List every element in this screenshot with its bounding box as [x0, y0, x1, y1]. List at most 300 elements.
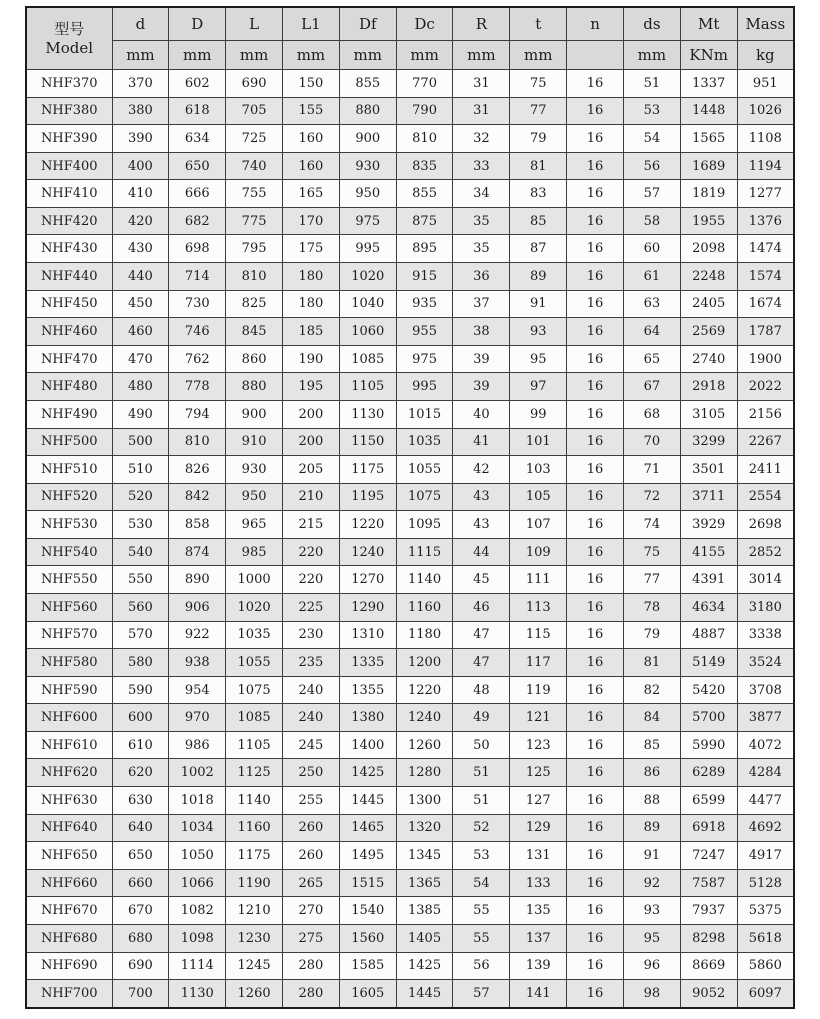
value-cell: 1000: [226, 566, 283, 594]
value-cell: 103: [510, 456, 567, 484]
value-cell: 4477: [737, 787, 794, 815]
value-cell: 92: [623, 869, 680, 897]
value-cell: 16: [567, 207, 624, 235]
value-cell: 950: [226, 483, 283, 511]
value-cell: 610: [112, 731, 169, 759]
table-row: [26, 704, 794, 732]
value-cell: 3299: [680, 428, 737, 456]
value-cell: 4692: [737, 814, 794, 842]
value-cell: 34: [453, 180, 510, 208]
value-cell: 139: [510, 952, 567, 980]
value-cell: 16: [567, 373, 624, 401]
model-cell: NHF540: [26, 538, 112, 566]
value-cell: 1018: [169, 787, 226, 815]
value-cell: 1674: [737, 290, 794, 318]
value-cell: 16: [567, 428, 624, 456]
value-cell: 115: [510, 621, 567, 649]
value-cell: 1082: [169, 897, 226, 925]
model-cell: NHF670: [26, 897, 112, 925]
value-cell: 45: [453, 566, 510, 594]
value-cell: 4155: [680, 538, 737, 566]
header-symbol-mt: Mt: [680, 7, 737, 41]
value-cell: 1026: [737, 97, 794, 125]
value-cell: 235: [283, 649, 340, 677]
value-cell: 1560: [339, 924, 396, 952]
value-cell: 165: [283, 180, 340, 208]
header-unit-d: mm: [112, 41, 169, 70]
value-cell: 7247: [680, 842, 737, 870]
value-cell: 96: [623, 952, 680, 980]
value-cell: 5420: [680, 676, 737, 704]
value-cell: 825: [226, 290, 283, 318]
value-cell: 5990: [680, 731, 737, 759]
value-cell: 540: [112, 538, 169, 566]
value-cell: 1689: [680, 152, 737, 180]
value-cell: 2569: [680, 318, 737, 346]
value-cell: 1335: [339, 649, 396, 677]
value-cell: 955: [396, 318, 453, 346]
value-cell: 1240: [396, 704, 453, 732]
value-cell: 16: [567, 180, 624, 208]
value-cell: 99: [510, 400, 567, 428]
value-cell: 1175: [339, 456, 396, 484]
table-row: [26, 235, 794, 263]
header-unit-d: mm: [169, 41, 226, 70]
header-unit-mt: KNm: [680, 41, 737, 70]
table-row: [26, 207, 794, 235]
value-cell: 1310: [339, 621, 396, 649]
value-cell: 5700: [680, 704, 737, 732]
header-unit-ds: mm: [623, 41, 680, 70]
value-cell: 1290: [339, 593, 396, 621]
value-cell: 57: [453, 980, 510, 1008]
value-cell: 1130: [169, 980, 226, 1008]
value-cell: 2852: [737, 538, 794, 566]
value-cell: 460: [112, 318, 169, 346]
header-unit-l: mm: [226, 41, 283, 70]
header-unit-l1: mm: [283, 41, 340, 70]
value-cell: 951: [737, 70, 794, 98]
value-cell: 620: [112, 759, 169, 787]
value-cell: 16: [567, 400, 624, 428]
spec-table: [25, 6, 795, 1009]
value-cell: 129: [510, 814, 567, 842]
value-cell: 91: [510, 290, 567, 318]
value-cell: 46: [453, 593, 510, 621]
value-cell: 1075: [396, 483, 453, 511]
value-cell: 1955: [680, 207, 737, 235]
value-cell: 6918: [680, 814, 737, 842]
header-symbol-l1: L1: [283, 7, 340, 41]
value-cell: 6097: [737, 980, 794, 1008]
value-cell: 1098: [169, 924, 226, 952]
value-cell: 82: [623, 676, 680, 704]
value-cell: 56: [623, 152, 680, 180]
value-cell: 2918: [680, 373, 737, 401]
value-cell: 1125: [226, 759, 283, 787]
value-cell: 1605: [339, 980, 396, 1008]
header-unit-dc: mm: [396, 41, 453, 70]
value-cell: 33: [453, 152, 510, 180]
table-row: [26, 924, 794, 952]
value-cell: 16: [567, 456, 624, 484]
value-cell: 215: [283, 511, 340, 539]
value-cell: 68: [623, 400, 680, 428]
value-cell: 63: [623, 290, 680, 318]
value-cell: 5149: [680, 649, 737, 677]
value-cell: 1574: [737, 263, 794, 291]
model-cell: NHF370: [26, 70, 112, 98]
header-symbol-l: L: [226, 7, 283, 41]
table-row: [26, 869, 794, 897]
value-cell: 858: [169, 511, 226, 539]
value-cell: 1425: [339, 759, 396, 787]
value-cell: 700: [112, 980, 169, 1008]
model-cell: NHF650: [26, 842, 112, 870]
value-cell: 2022: [737, 373, 794, 401]
value-cell: 1015: [396, 400, 453, 428]
value-cell: 480: [112, 373, 169, 401]
value-cell: 985: [226, 538, 283, 566]
value-cell: 111: [510, 566, 567, 594]
value-cell: 6599: [680, 787, 737, 815]
value-cell: 117: [510, 649, 567, 677]
value-cell: 1900: [737, 345, 794, 373]
table-row: [26, 400, 794, 428]
model-cell: NHF680: [26, 924, 112, 952]
value-cell: 3180: [737, 593, 794, 621]
value-cell: 975: [396, 345, 453, 373]
value-cell: 16: [567, 952, 624, 980]
header-symbol-d: d: [112, 7, 169, 41]
value-cell: 880: [226, 373, 283, 401]
table-row: [26, 621, 794, 649]
value-cell: 200: [283, 428, 340, 456]
value-cell: 1220: [339, 511, 396, 539]
value-cell: 845: [226, 318, 283, 346]
value-cell: 682: [169, 207, 226, 235]
model-cell: NHF690: [26, 952, 112, 980]
value-cell: 2405: [680, 290, 737, 318]
value-cell: 240: [283, 704, 340, 732]
value-cell: 3014: [737, 566, 794, 594]
value-cell: 16: [567, 787, 624, 815]
value-cell: 855: [339, 70, 396, 98]
value-cell: 16: [567, 869, 624, 897]
value-cell: 16: [567, 924, 624, 952]
value-cell: 1787: [737, 318, 794, 346]
value-cell: 400: [112, 152, 169, 180]
value-cell: 57: [623, 180, 680, 208]
value-cell: 1160: [396, 593, 453, 621]
model-cell: NHF600: [26, 704, 112, 732]
value-cell: 875: [396, 207, 453, 235]
value-cell: 1115: [396, 538, 453, 566]
value-cell: 77: [510, 97, 567, 125]
value-cell: 874: [169, 538, 226, 566]
table-row: [26, 483, 794, 511]
value-cell: 230: [283, 621, 340, 649]
value-cell: 1085: [339, 345, 396, 373]
value-cell: 1448: [680, 97, 737, 125]
value-cell: 5860: [737, 952, 794, 980]
value-cell: 2698: [737, 511, 794, 539]
value-cell: 390: [112, 125, 169, 153]
value-cell: 16: [567, 566, 624, 594]
value-cell: 54: [453, 869, 510, 897]
value-cell: 50: [453, 731, 510, 759]
value-cell: 31: [453, 70, 510, 98]
value-cell: 1140: [396, 566, 453, 594]
value-cell: 41: [453, 428, 510, 456]
value-cell: 1540: [339, 897, 396, 925]
header-symbol-t: t: [510, 7, 567, 41]
value-cell: 714: [169, 263, 226, 291]
header-symbol-ds: ds: [623, 7, 680, 41]
value-cell: 7937: [680, 897, 737, 925]
value-cell: 160: [283, 125, 340, 153]
value-cell: 220: [283, 566, 340, 594]
value-cell: 1565: [680, 125, 737, 153]
value-cell: 690: [112, 952, 169, 980]
header-model-zh: 型号: [54, 19, 85, 38]
value-cell: 938: [169, 649, 226, 677]
value-cell: 16: [567, 704, 624, 732]
value-cell: 890: [169, 566, 226, 594]
value-cell: 3708: [737, 676, 794, 704]
value-cell: 3501: [680, 456, 737, 484]
value-cell: 1055: [226, 649, 283, 677]
value-cell: 995: [339, 235, 396, 263]
value-cell: 2267: [737, 428, 794, 456]
value-cell: 109: [510, 538, 567, 566]
value-cell: 74: [623, 511, 680, 539]
value-cell: 16: [567, 621, 624, 649]
model-cell: NHF480: [26, 373, 112, 401]
value-cell: 3105: [680, 400, 737, 428]
value-cell: 1320: [396, 814, 453, 842]
value-cell: 1277: [737, 180, 794, 208]
header-symbol-n: n: [567, 7, 624, 41]
value-cell: 72: [623, 483, 680, 511]
value-cell: 16: [567, 676, 624, 704]
value-cell: 83: [510, 180, 567, 208]
value-cell: 794: [169, 400, 226, 428]
value-cell: 60: [623, 235, 680, 263]
value-cell: 70: [623, 428, 680, 456]
table-row: [26, 980, 794, 1008]
value-cell: 910: [226, 428, 283, 456]
model-cell: NHF440: [26, 263, 112, 291]
value-cell: 1495: [339, 842, 396, 870]
table-row: [26, 125, 794, 153]
value-cell: 1385: [396, 897, 453, 925]
value-cell: 35: [453, 207, 510, 235]
model-cell: NHF410: [26, 180, 112, 208]
value-cell: 86: [623, 759, 680, 787]
value-cell: 71: [623, 456, 680, 484]
model-cell: NHF430: [26, 235, 112, 263]
value-cell: 580: [112, 649, 169, 677]
value-cell: 1210: [226, 897, 283, 925]
value-cell: 762: [169, 345, 226, 373]
value-cell: 48: [453, 676, 510, 704]
value-cell: 842: [169, 483, 226, 511]
table-row: [26, 97, 794, 125]
value-cell: 618: [169, 97, 226, 125]
value-cell: 155: [283, 97, 340, 125]
value-cell: 935: [396, 290, 453, 318]
table-row: [26, 373, 794, 401]
value-cell: 2554: [737, 483, 794, 511]
header-symbol-mass: Mass: [737, 7, 794, 41]
value-cell: 220: [283, 538, 340, 566]
value-cell: 7587: [680, 869, 737, 897]
value-cell: 88: [623, 787, 680, 815]
value-cell: 1035: [396, 428, 453, 456]
value-cell: 35: [453, 235, 510, 263]
value-cell: 778: [169, 373, 226, 401]
value-cell: 1180: [396, 621, 453, 649]
table-row: [26, 263, 794, 291]
value-cell: 93: [510, 318, 567, 346]
model-cell: NHF390: [26, 125, 112, 153]
header-unit-row: [26, 41, 794, 70]
value-cell: 810: [396, 125, 453, 153]
value-cell: 1400: [339, 731, 396, 759]
value-cell: 225: [283, 593, 340, 621]
value-cell: 16: [567, 842, 624, 870]
value-cell: 705: [226, 97, 283, 125]
header-unit-r: mm: [453, 41, 510, 70]
value-cell: 550: [112, 566, 169, 594]
value-cell: 1376: [737, 207, 794, 235]
value-cell: 860: [226, 345, 283, 373]
value-cell: 602: [169, 70, 226, 98]
model-cell: NHF590: [26, 676, 112, 704]
table-row: [26, 593, 794, 621]
value-cell: 275: [283, 924, 340, 952]
header-symbol-r: R: [453, 7, 510, 41]
value-cell: 131: [510, 842, 567, 870]
model-cell: NHF420: [26, 207, 112, 235]
value-cell: 97: [510, 373, 567, 401]
value-cell: 1474: [737, 235, 794, 263]
value-cell: 4887: [680, 621, 737, 649]
value-cell: 1105: [226, 731, 283, 759]
value-cell: 16: [567, 125, 624, 153]
value-cell: 47: [453, 621, 510, 649]
value-cell: 995: [396, 373, 453, 401]
value-cell: 160: [283, 152, 340, 180]
value-cell: 900: [339, 125, 396, 153]
value-cell: 16: [567, 263, 624, 291]
model-cell: NHF520: [26, 483, 112, 511]
value-cell: 440: [112, 263, 169, 291]
value-cell: 450: [112, 290, 169, 318]
value-cell: 123: [510, 731, 567, 759]
value-cell: 121: [510, 704, 567, 732]
model-cell: NHF570: [26, 621, 112, 649]
value-cell: 1130: [339, 400, 396, 428]
value-cell: 650: [112, 842, 169, 870]
value-cell: 190: [283, 345, 340, 373]
value-cell: 16: [567, 897, 624, 925]
value-cell: 1175: [226, 842, 283, 870]
value-cell: 16: [567, 70, 624, 98]
value-cell: 1060: [339, 318, 396, 346]
value-cell: 520: [112, 483, 169, 511]
value-cell: 16: [567, 318, 624, 346]
value-cell: 1035: [226, 621, 283, 649]
value-cell: 1230: [226, 924, 283, 952]
value-cell: 3929: [680, 511, 737, 539]
header-symbol-d: D: [169, 7, 226, 41]
value-cell: 270: [283, 897, 340, 925]
value-cell: 133: [510, 869, 567, 897]
header-unit-mass: kg: [737, 41, 794, 70]
value-cell: 16: [567, 235, 624, 263]
value-cell: 530: [112, 511, 169, 539]
value-cell: 180: [283, 290, 340, 318]
value-cell: 4634: [680, 593, 737, 621]
value-cell: 89: [623, 814, 680, 842]
value-cell: 105: [510, 483, 567, 511]
value-cell: 81: [510, 152, 567, 180]
value-cell: 85: [623, 731, 680, 759]
value-cell: 666: [169, 180, 226, 208]
value-cell: 570: [112, 621, 169, 649]
value-cell: 1095: [396, 511, 453, 539]
value-cell: 2411: [737, 456, 794, 484]
table-row: [26, 787, 794, 815]
value-cell: 380: [112, 97, 169, 125]
value-cell: 16: [567, 814, 624, 842]
value-cell: 855: [396, 180, 453, 208]
model-cell: NHF470: [26, 345, 112, 373]
table-row: [26, 290, 794, 318]
table-row: [26, 649, 794, 677]
value-cell: 4284: [737, 759, 794, 787]
value-cell: 725: [226, 125, 283, 153]
header-symbol-df: Df: [339, 7, 396, 41]
table-row: [26, 456, 794, 484]
value-cell: 1075: [226, 676, 283, 704]
table-row: [26, 428, 794, 456]
value-cell: 85: [510, 207, 567, 235]
value-cell: 195: [283, 373, 340, 401]
value-cell: 1020: [226, 593, 283, 621]
value-cell: 9052: [680, 980, 737, 1008]
value-cell: 510: [112, 456, 169, 484]
value-cell: 500: [112, 428, 169, 456]
value-cell: 125: [510, 759, 567, 787]
value-cell: 775: [226, 207, 283, 235]
table-row: [26, 511, 794, 539]
table-row: [26, 731, 794, 759]
value-cell: 1380: [339, 704, 396, 732]
value-cell: 930: [226, 456, 283, 484]
value-cell: 1160: [226, 814, 283, 842]
value-cell: 965: [226, 511, 283, 539]
value-cell: 4391: [680, 566, 737, 594]
value-cell: 78: [623, 593, 680, 621]
table-row: [26, 759, 794, 787]
value-cell: 51: [623, 70, 680, 98]
value-cell: 810: [169, 428, 226, 456]
model-cell: NHF550: [26, 566, 112, 594]
value-cell: 5375: [737, 897, 794, 925]
